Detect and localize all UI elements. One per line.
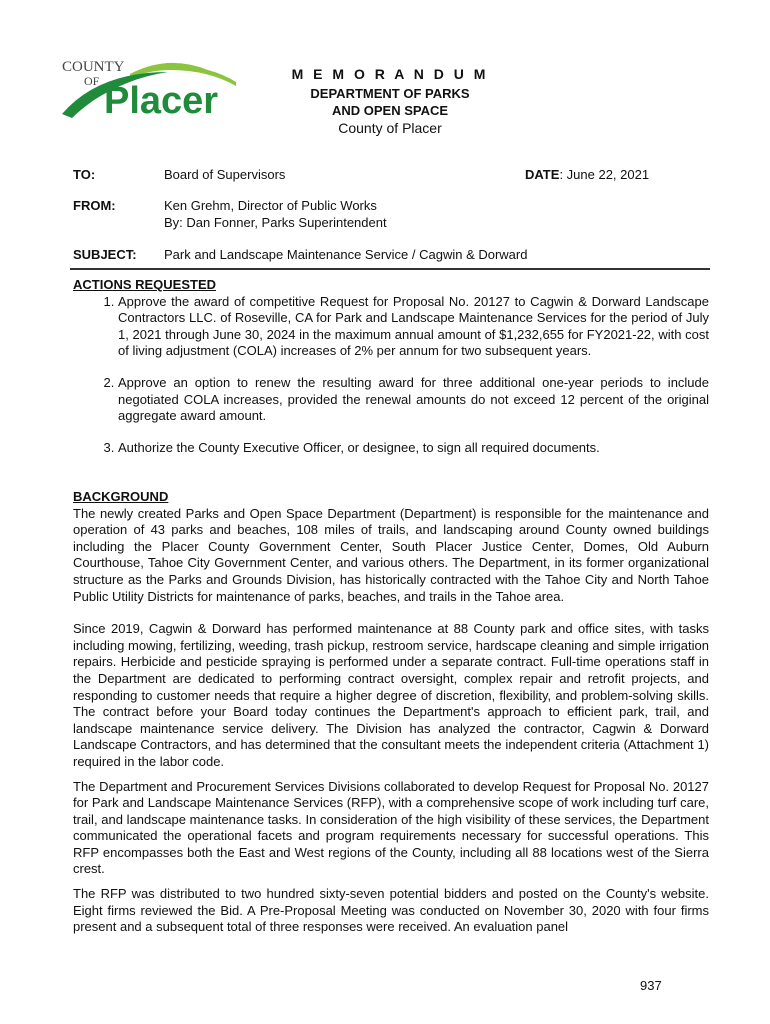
- memo-title: M E M O R A N D U M: [291, 66, 489, 82]
- subject-label: SUBJECT:: [73, 247, 137, 262]
- background-paragraph: The newly created Parks and Open Space Department (Department) is responsible for the maintenance and operation of 43 parks and beaches, 108 miles of trails, and landscaping around County owned buildings including the Placer County Government Center, South Placer Justice Center, Domes, Old Auburn Courthouse, Tahoe City Government Center, and various others. The Department, in its former organizational structure as the Parks and Grounds Division, has historically contracted with the Tahoe City and North Tahoe Public Utility Districts for maintenance of parks, beaches, and trails in the Tahoe area.: [73, 505, 709, 604]
- from-line-1: Ken Grehm, Director of Public Works: [164, 198, 377, 213]
- background-heading: BACKGROUND: [73, 489, 169, 504]
- background-section: [73, 489, 709, 936]
- department-line-1: DEPARTMENT OF PARKS: [310, 86, 470, 101]
- background-paragraph: The RFP was distributed to two hundred sixty-seven potential bidders and posted on the County's website. Eight firms reviewed the Bid. A Pre-Proposal Meeting was conducted on November 30, 2020 with four firms present and a subsequent total of three responses were received. An evaluation panel: [73, 886, 709, 935]
- action-item: 3. Authorize the County Executive Officer, or designee, to sign all required documents.: [118, 440, 709, 457]
- actions-section: [73, 277, 709, 471]
- header-divider: [70, 268, 710, 270]
- county-name: County of Placer: [338, 120, 442, 136]
- actions-heading: ACTIONS REQUESTED: [73, 277, 217, 292]
- to-label: TO:: [73, 167, 96, 182]
- from-value: [164, 197, 387, 231]
- action-item: 1. Approve the award of competitive Request for Proposal No. 20127 to Cagwin & Dorward Landscape Contractors LLC. of Roseville, CA for Park and Landscape Maintenance Services for the period of July 1, 2021 through June 30, 2024 in the maximum annual amount of $1,232,655 for FY2021-22, with cost of living adjustment (COLA) increases of 2% per annum for two subsequent years.: [118, 294, 709, 360]
- department-line-2: AND OPEN SPACE: [331, 103, 449, 118]
- department-name: [270, 85, 510, 119]
- to-value: Board of Supervisors: [164, 167, 286, 182]
- county-logo: [58, 52, 246, 122]
- subject-value: Park and Landscape Maintenance Service / Cagwin & Dorward: [164, 247, 528, 262]
- logo-placer-text: Placer: [104, 80, 219, 122]
- logo-county-text: COUNTY: [62, 59, 125, 75]
- page-number: 937: [640, 978, 662, 993]
- logo-of-text: OF: [84, 74, 100, 88]
- background-paragraph: The Department and Procurement Services Divisions collaborated to develop Request for Proposal No. 20127 for Park and Landscape Maintenance Services (RFP), with a comprehensive scope of work including turf care, trail, and landscape maintenance tasks. In consideration of the high visibility of these services, the Department communicated the operational facets and program requirements necessary for successful operations. This RFP encompasses both the East and West regions of the County, including all 88 locations west of the Sierra crest.: [73, 778, 709, 877]
- date-field: [525, 167, 649, 182]
- background-paragraph: Since 2019, Cagwin & Dorward has performed maintenance at 88 County park and office sites, with tasks including mowing, fertilizing, weeding, trash pickup, restroom service, hardscape cleaning and simple irrigation repairs. Herbicide and pesticide spraying is performed under a separate contract. Full-time operations staff in the Department are dedicated to performing contract oversight, complex repair and retrofit projects, and responding to customer needs that require a higher degree of discretion, flexibility, and problem-solving skills. The contract before your Board today continues the Department's approach to efficient park, trail, and landscape maintenance service delivery. The Division has analyzed the contractor, Cagwin & Dorward Landscape Contractors, and has determined that the consultant meets the independent criteria (Attachment 1) required in the labor code.: [73, 621, 709, 769]
- from-label: FROM:: [73, 198, 116, 213]
- action-item: 2. Approve an option to renew the resulting award for three additional one-year periods to include negotiated COLA increases, provided the renewal amounts do not exceed 12 percent of the original aggregate award amount.: [118, 375, 709, 425]
- date-label: DATE: [525, 167, 560, 182]
- actions-list: [73, 294, 709, 457]
- from-line-2: By: Dan Fonner, Parks Superintendent: [164, 215, 387, 230]
- date-value: : June 22, 2021: [559, 167, 650, 182]
